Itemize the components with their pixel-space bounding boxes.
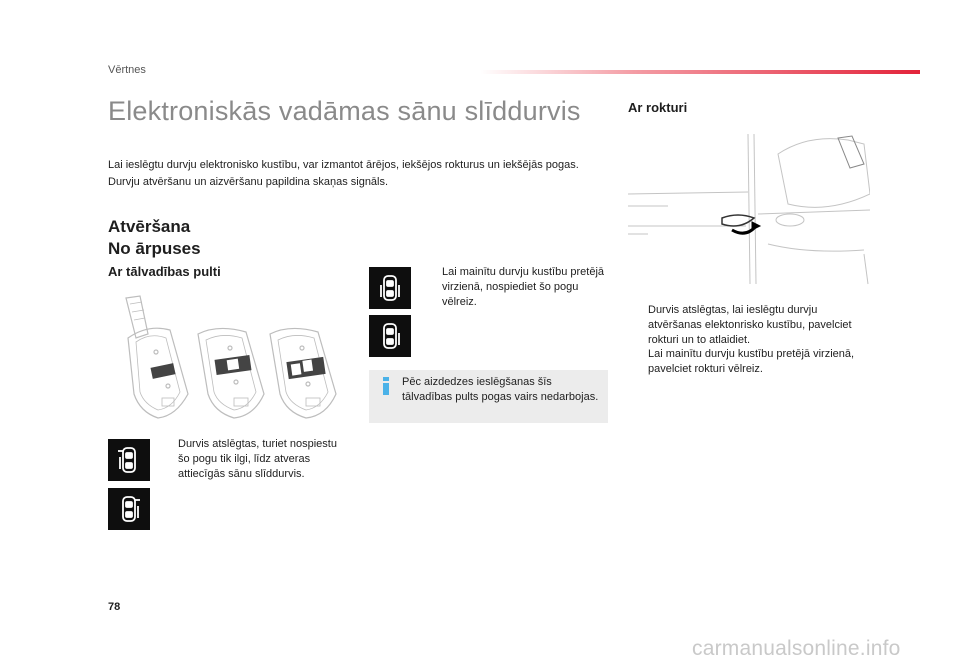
opening-heading: Atvēršana [108,217,191,236]
header-accent-line [480,70,920,74]
watermark: carmanualsonline.info [692,637,901,660]
remote-heading: Ar tālvadības pulti [108,264,221,279]
section-label: Vērtnes [108,64,146,76]
outside-subheading: No ārpuses [108,239,201,258]
info-box [369,370,608,423]
page-number: 78 [108,601,121,613]
sliding-door-left-icon [369,267,411,309]
page-title: Elektroniskās vadāmas sānu slīddurvis [108,96,581,126]
intro-paragraph: Lai ieslēgtu durvju elektronisko kustību, var izmantot ārējos, iekšējos rokturus un iekšējās pogas. Durvju atvēršanu un aizvēršanu papildina skaņas signāls. [108,159,579,188]
info-icon [379,376,393,396]
sliding-door-right-icon [369,315,411,357]
remote-reverse-bullet [422,265,608,310]
sliding-door-left-icon [108,439,150,481]
sliding-door-right-icon [108,488,150,530]
bullet-text: Lai mainītu durvju kustību pretējā virzienā, nospiediet šo pogu vēlreiz. [442,266,605,308]
handle-heading: Ar rokturi [628,100,688,115]
remote-hold-bullet [158,437,348,482]
info-text: Pēc aizdedzes ieslēgšanas šīs tālvadības pults pogas vairs nedarbojas. [402,376,599,403]
bullet-text: Lai mainītu durvju kustību pretējā virzienā, pavelciet rokturi vēlreiz. [648,348,855,375]
bullet-text: Durvis atslēgtas, lai ieslēgtu durvju atvēršanas elektonrisko kustību, pavelciet rokturi un to atlaidiet. [648,304,852,346]
handle-bullet-1 [628,303,870,348]
remote-keys-illustration [118,294,348,424]
bullet-text: Durvis atslēgtas, turiet nospiestu šo pogu tik ilgi, līdz atveras attiecīgās sānu slīddurvis. [178,438,337,480]
handle-bullet-2 [628,347,870,377]
door-handle-illustration [628,134,870,294]
